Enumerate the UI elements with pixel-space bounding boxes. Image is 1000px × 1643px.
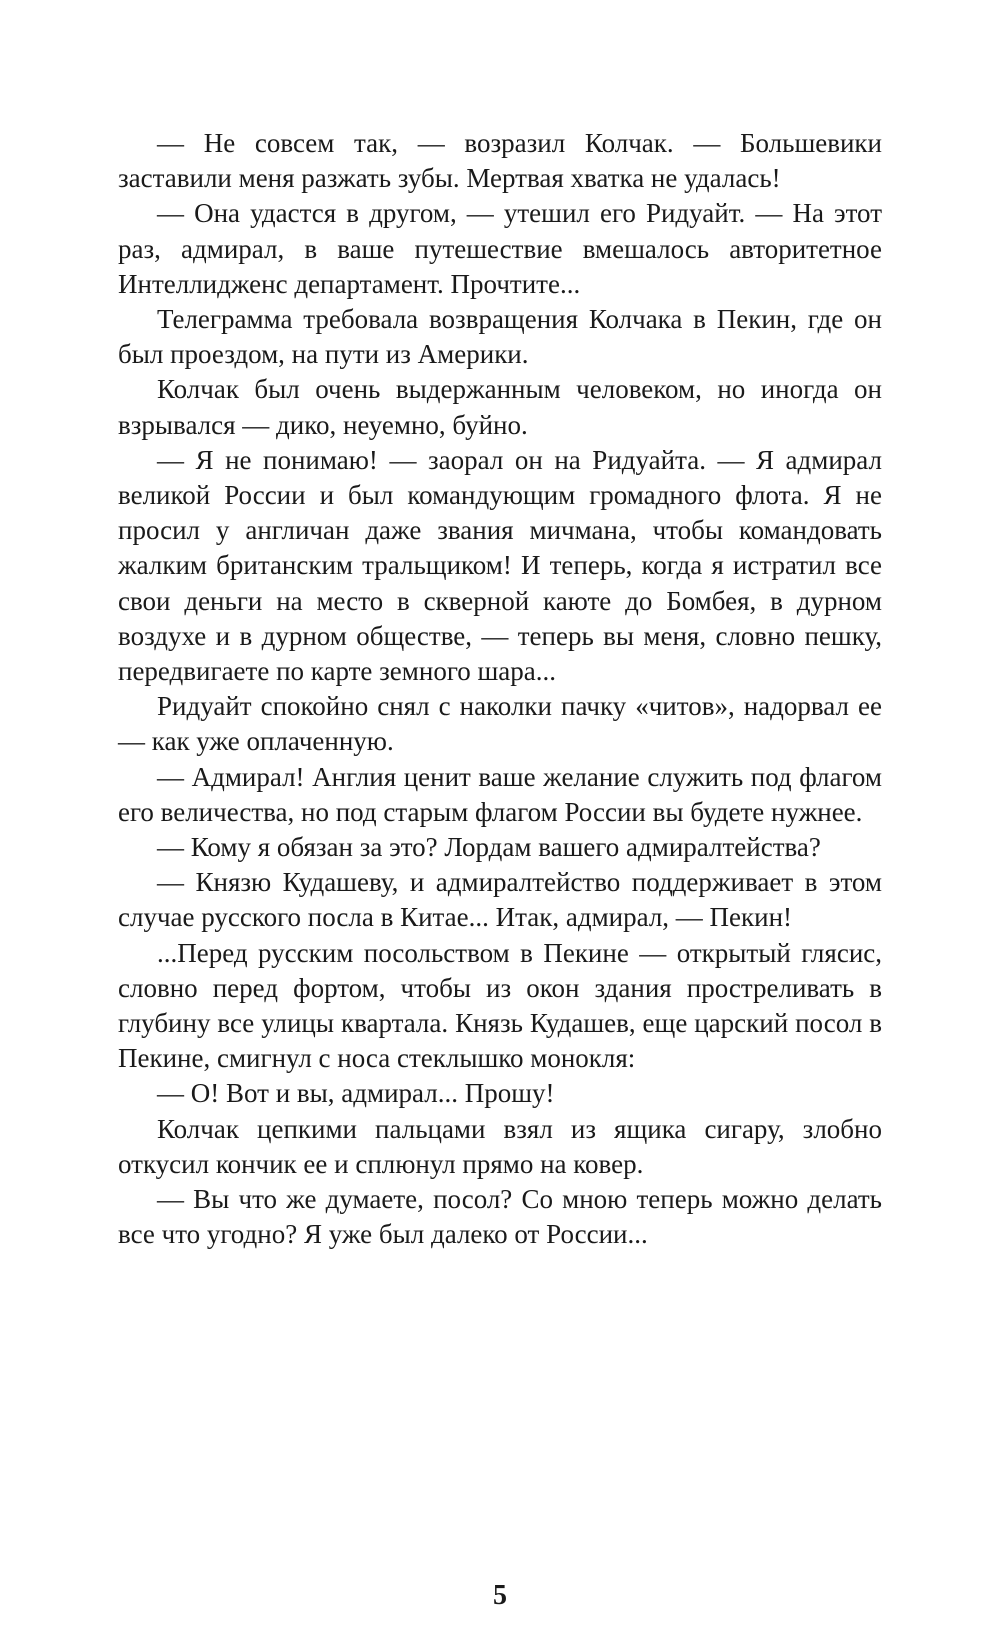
page-text [118,126,882,1253]
paragraph: — Я не понимаю! — заорал он на Ридуайта. — Я адмирал великой России и был командующим громадного флота. Я не просил у англичан даже звания мичмана, чтобы командовать жалким британским тральщиком! И теперь, когда я истратил все свои деньги на место в скверной каюте до Бомбея, в дурном воздухе и в дурном обществе, — теперь вы меня, словно пешку, передвигаете по карте земного шара... [118,444,882,687]
paragraph: Телеграмма требовала возвращения Колчака в Пекин, где он был проездом, на пути из Америки. [118,304,882,370]
paragraph: — Адмирал! Англия ценит ваше желание служить под флагом его величества, но под старым флагом России вы будете нужнее. [118,761,882,827]
page-number: 5 [493,1580,507,1611]
paragraph: Колчак был очень выдержанным человеком, но иногда он взрывался — дико, неуемно, буйно. [118,374,882,440]
paragraph: ...Перед русским посольством в Пекине — открытый глясис, словно перед фортом, чтобы из окон здания простреливать в глубину все улицы квартала. Князь Кудашев, еще царский посол в Пекине, смигнул с носа стеклышко монокля: [118,937,882,1074]
paragraph: — Кому я обязан за это? Лордам вашего адмиралтейства? [157,832,821,863]
paragraph: Колчак цепкими пальцами взял из ящика сигару, злобно откусил кончик ее и сплюнул прямо на ковер. [118,1113,882,1179]
paragraph: — Вы что же думаете, посол? Со мною теперь можно делать все что угодно? Я уже был далеко от России... [118,1184,882,1250]
paragraph: — Не совсем так, — возразил Колчак. — Большевики заставили меня разжать зубы. Мертвая хватка не удалась! [118,128,882,194]
paragraph: — Князю Кудашеву, и адмиралтейство поддерживает в этом случае русского посла в Китае... Итак, адмирал, — Пекин! [118,867,882,933]
paragraph: — О! Вот и вы, адмирал... Прошу! [157,1078,555,1109]
paragraph: Ридуайт спокойно снял с наколки пачку «читов», надорвал ее — как уже оплаченную. [118,691,882,757]
paragraph: — Она удастся в другом, — утешил его Ридуайт. — На этот раз, адмирал, в ваше путешествие вмешалось авторитетное Интеллидженс департамент. Прочтите... [118,198,882,299]
